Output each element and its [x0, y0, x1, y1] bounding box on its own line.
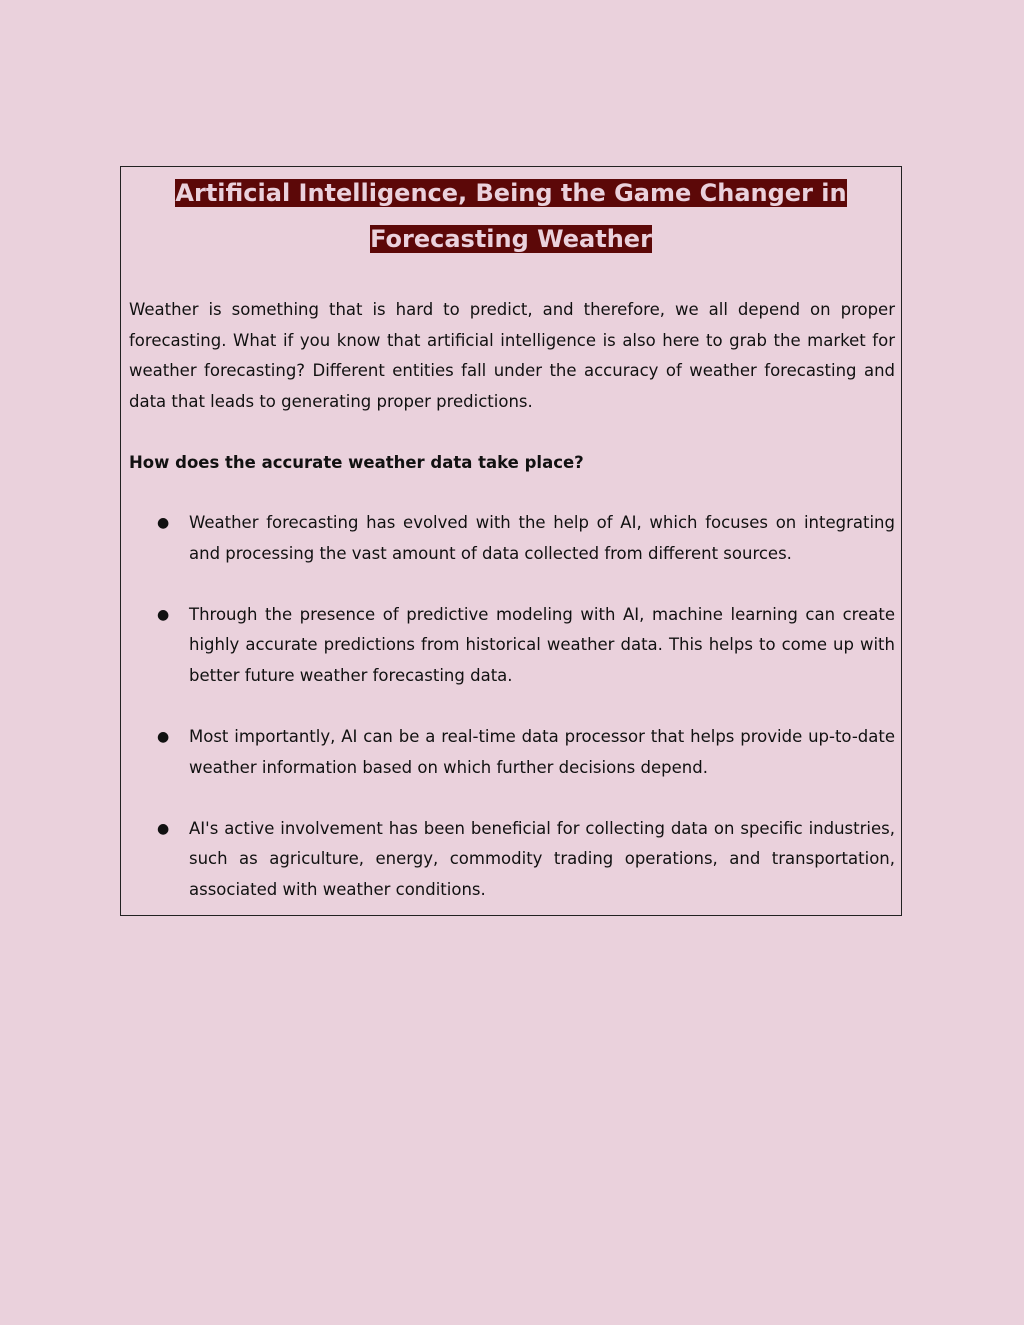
intro-paragraph	[129, 295, 895, 417]
list-item-text: Through the presence of predictive modeling with AI, machine learning can create highly accurate predictions from historical weather data. This helps to come up with better future weather forecasting data.	[189, 604, 895, 685]
list-item-text: AI's active involvement has been beneficial for collecting data on specific industries, such as agriculture, energy, commodity trading operations, and transportation, associated with weather conditions.	[189, 818, 895, 899]
title-line-2-text: Forecasting Weather	[370, 225, 652, 253]
list-item	[129, 722, 895, 783]
list-item-text: Most importantly, AI can be a real-time data processor that helps provide up-to-date weather information based on which further decisions depend.	[189, 726, 895, 777]
page-title-line-2	[121, 223, 901, 255]
document-box	[120, 166, 902, 916]
bullet-list	[129, 508, 895, 936]
bullet-icon: ●	[157, 515, 170, 531]
list-item-text: Weather forecasting has evolved with the help of AI, which focuses on integrating and processing the vast amount of data collected from different sources.	[189, 513, 895, 563]
bullet-icon: ●	[157, 728, 170, 745]
intro-text: Weather is something that is hard to predict, and therefore, we all depend on proper forecasting. What if you know that artificial intelligence is also here to grab the market for weather forecasting? Different entities fall under the accuracy of weather forecasting and data that leads to generating proper predictions.	[129, 300, 895, 411]
bullet-icon: ●	[157, 820, 170, 837]
bullet-icon: ●	[157, 606, 170, 623]
list-item	[129, 600, 895, 692]
page-title-line-1	[121, 177, 901, 209]
section-subheading: How does the accurate weather data take place?	[129, 453, 584, 472]
title-line-1-text: Artificial Intelligence, Being the Game Changer in	[175, 179, 847, 207]
list-item	[129, 814, 895, 906]
list-item	[129, 508, 895, 569]
